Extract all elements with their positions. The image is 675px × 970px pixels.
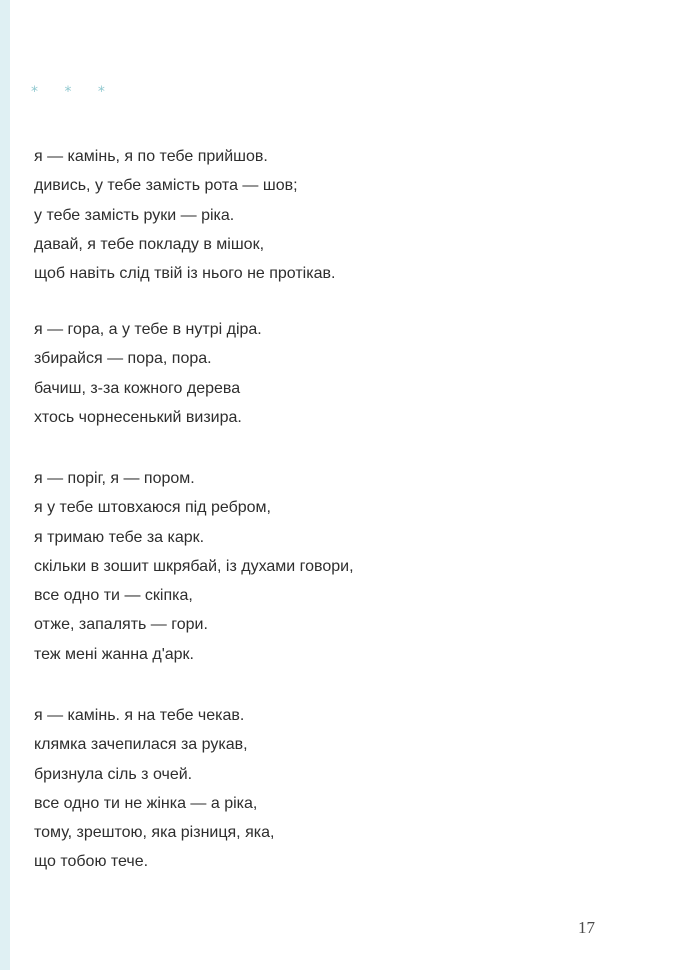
poem-line: тому, зрештою, яка різниця, яка, <box>34 824 275 842</box>
stanza-3 <box>34 464 354 669</box>
stanza-1 <box>34 142 335 288</box>
stanza-2 <box>34 315 262 432</box>
poem-line: все одно ти не жінка — а ріка, <box>34 794 258 812</box>
poem-line: бачиш, з-за кожного дерева <box>34 379 241 397</box>
poem-line: у тебе замість руки — ріка. <box>34 206 235 224</box>
poem-line: що тобою тече. <box>34 853 149 871</box>
poem-line: отже, запалять — гори. <box>34 616 208 634</box>
stanza-4 <box>34 701 274 877</box>
poem-line: щоб навіть слід твій із нього не протікав. <box>34 265 336 283</box>
poem-line: бризнула сіль з очей. <box>34 765 193 783</box>
poem-line: збирайся — пора, пора. <box>34 350 212 368</box>
section-ornament: * * * <box>31 84 116 100</box>
poem-line: клямка зачепилася за рукав, <box>34 736 248 754</box>
poem-line: хтось чорнесенький визира. <box>34 408 242 426</box>
poem-line: я — камінь, я по тебе прийшов. <box>34 148 268 165</box>
poem-line: я у тебе штовхаюся під ребром, <box>34 499 271 517</box>
poem-line: все одно ти — скіпка, <box>34 587 193 605</box>
poem-line: дивись, у тебе замість рота — шов; <box>34 177 298 195</box>
poem-line: давай, я тебе покладу в мішок, <box>34 235 265 253</box>
poem-line: скільки в зошит шкрябай, із духами говори, <box>34 557 354 575</box>
poem-line: я — поріг, я — пором. <box>34 470 195 487</box>
poem-line: я тримаю тебе за карк. <box>34 528 205 546</box>
poem-line: теж мені жанна д'арк. <box>34 645 194 663</box>
poem-line: я — гора, а у тебе в нутрі діра. <box>34 321 262 338</box>
poem-line: я — камінь. я на тебе чекав. <box>34 707 245 724</box>
page-number: 17 <box>578 918 595 937</box>
